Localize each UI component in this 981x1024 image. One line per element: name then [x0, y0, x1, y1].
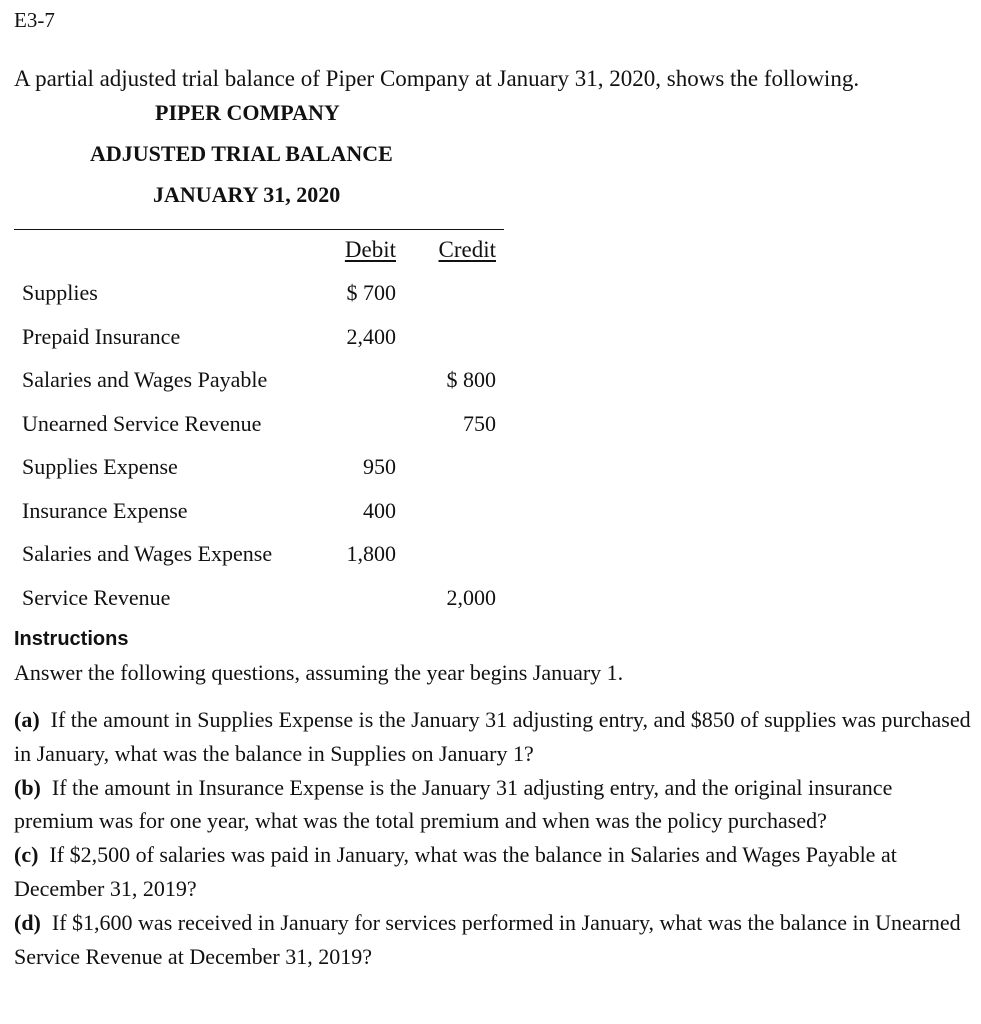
question-a — [14, 703, 974, 771]
table-row — [22, 318, 502, 362]
credit-amount: $ 800 — [446, 367, 496, 392]
question-list — [14, 703, 974, 973]
credit-amount: 2,000 — [446, 584, 496, 610]
report-title: ADJUSTED TRIAL BALANCE — [90, 141, 393, 166]
table-row — [22, 535, 502, 579]
table-row — [22, 274, 502, 318]
debit-amount: 1,800 — [346, 541, 396, 566]
exercise-number: E3-7 — [14, 8, 55, 32]
instructions-heading: Instructions — [14, 628, 129, 650]
header-divider — [14, 229, 504, 230]
question-text: If the amount in Supplies Expense is the January 31 adjusting entry, and $850 of supplies was purchased in January, what was the balance in Supplies on January 1? — [14, 707, 971, 766]
debit-amount: 2,400 — [346, 323, 396, 349]
question-label: (a) — [14, 707, 40, 732]
account-name: Salaries and Wages Payable — [22, 367, 268, 392]
table-row — [22, 448, 502, 492]
question-label: (b) — [14, 774, 41, 800]
credit-column-header: Credit — [438, 237, 496, 262]
table-row — [22, 405, 502, 449]
question-b — [14, 771, 974, 839]
account-name: Unearned Service Revenue — [22, 410, 262, 436]
debit-amount: 950 — [363, 454, 396, 479]
trial-balance-table — [22, 274, 502, 622]
question-d — [14, 906, 974, 974]
table-row — [22, 492, 502, 536]
debit-amount: $ 700 — [346, 280, 396, 305]
company-name: PIPER COMPANY — [155, 100, 340, 125]
instructions-text: Answer the following questions, assuming the year begins January 1. — [14, 660, 624, 685]
debit-amount: 400 — [363, 497, 396, 523]
report-date: JANUARY 31, 2020 — [153, 182, 341, 207]
question-text: If the amount in Insurance Expense is the January 31 adjusting entry, and the original insurance premium was for one year, what was the total premium and when was the policy purchased? — [14, 774, 893, 834]
account-name: Insurance Expense — [22, 497, 188, 523]
credit-amount: 750 — [463, 410, 496, 436]
account-name: Prepaid Insurance — [22, 323, 181, 349]
question-text: If $2,500 of salaries was paid in January, what was the balance in Salaries and Wages Payable at December 31, 2019? — [14, 842, 897, 901]
account-name: Supplies — [22, 280, 98, 305]
account-name: Salaries and Wages Expense — [22, 541, 273, 566]
question-text: If $1,600 was received in January for services performed in January, what was the balance in Unearned Service Revenue at December 31, 2019? — [14, 909, 961, 969]
question-c — [14, 838, 974, 906]
table-row — [22, 361, 502, 405]
table-row — [22, 579, 502, 623]
account-name: Service Revenue — [22, 584, 171, 610]
debit-column-header: Debit — [344, 237, 396, 262]
question-label: (d) — [14, 909, 41, 935]
intro-text: A partial adjusted trial balance of Piper Company at January 31, 2020, shows the following. — [14, 66, 860, 91]
account-name: Supplies Expense — [22, 454, 178, 479]
question-label: (c) — [14, 842, 39, 868]
